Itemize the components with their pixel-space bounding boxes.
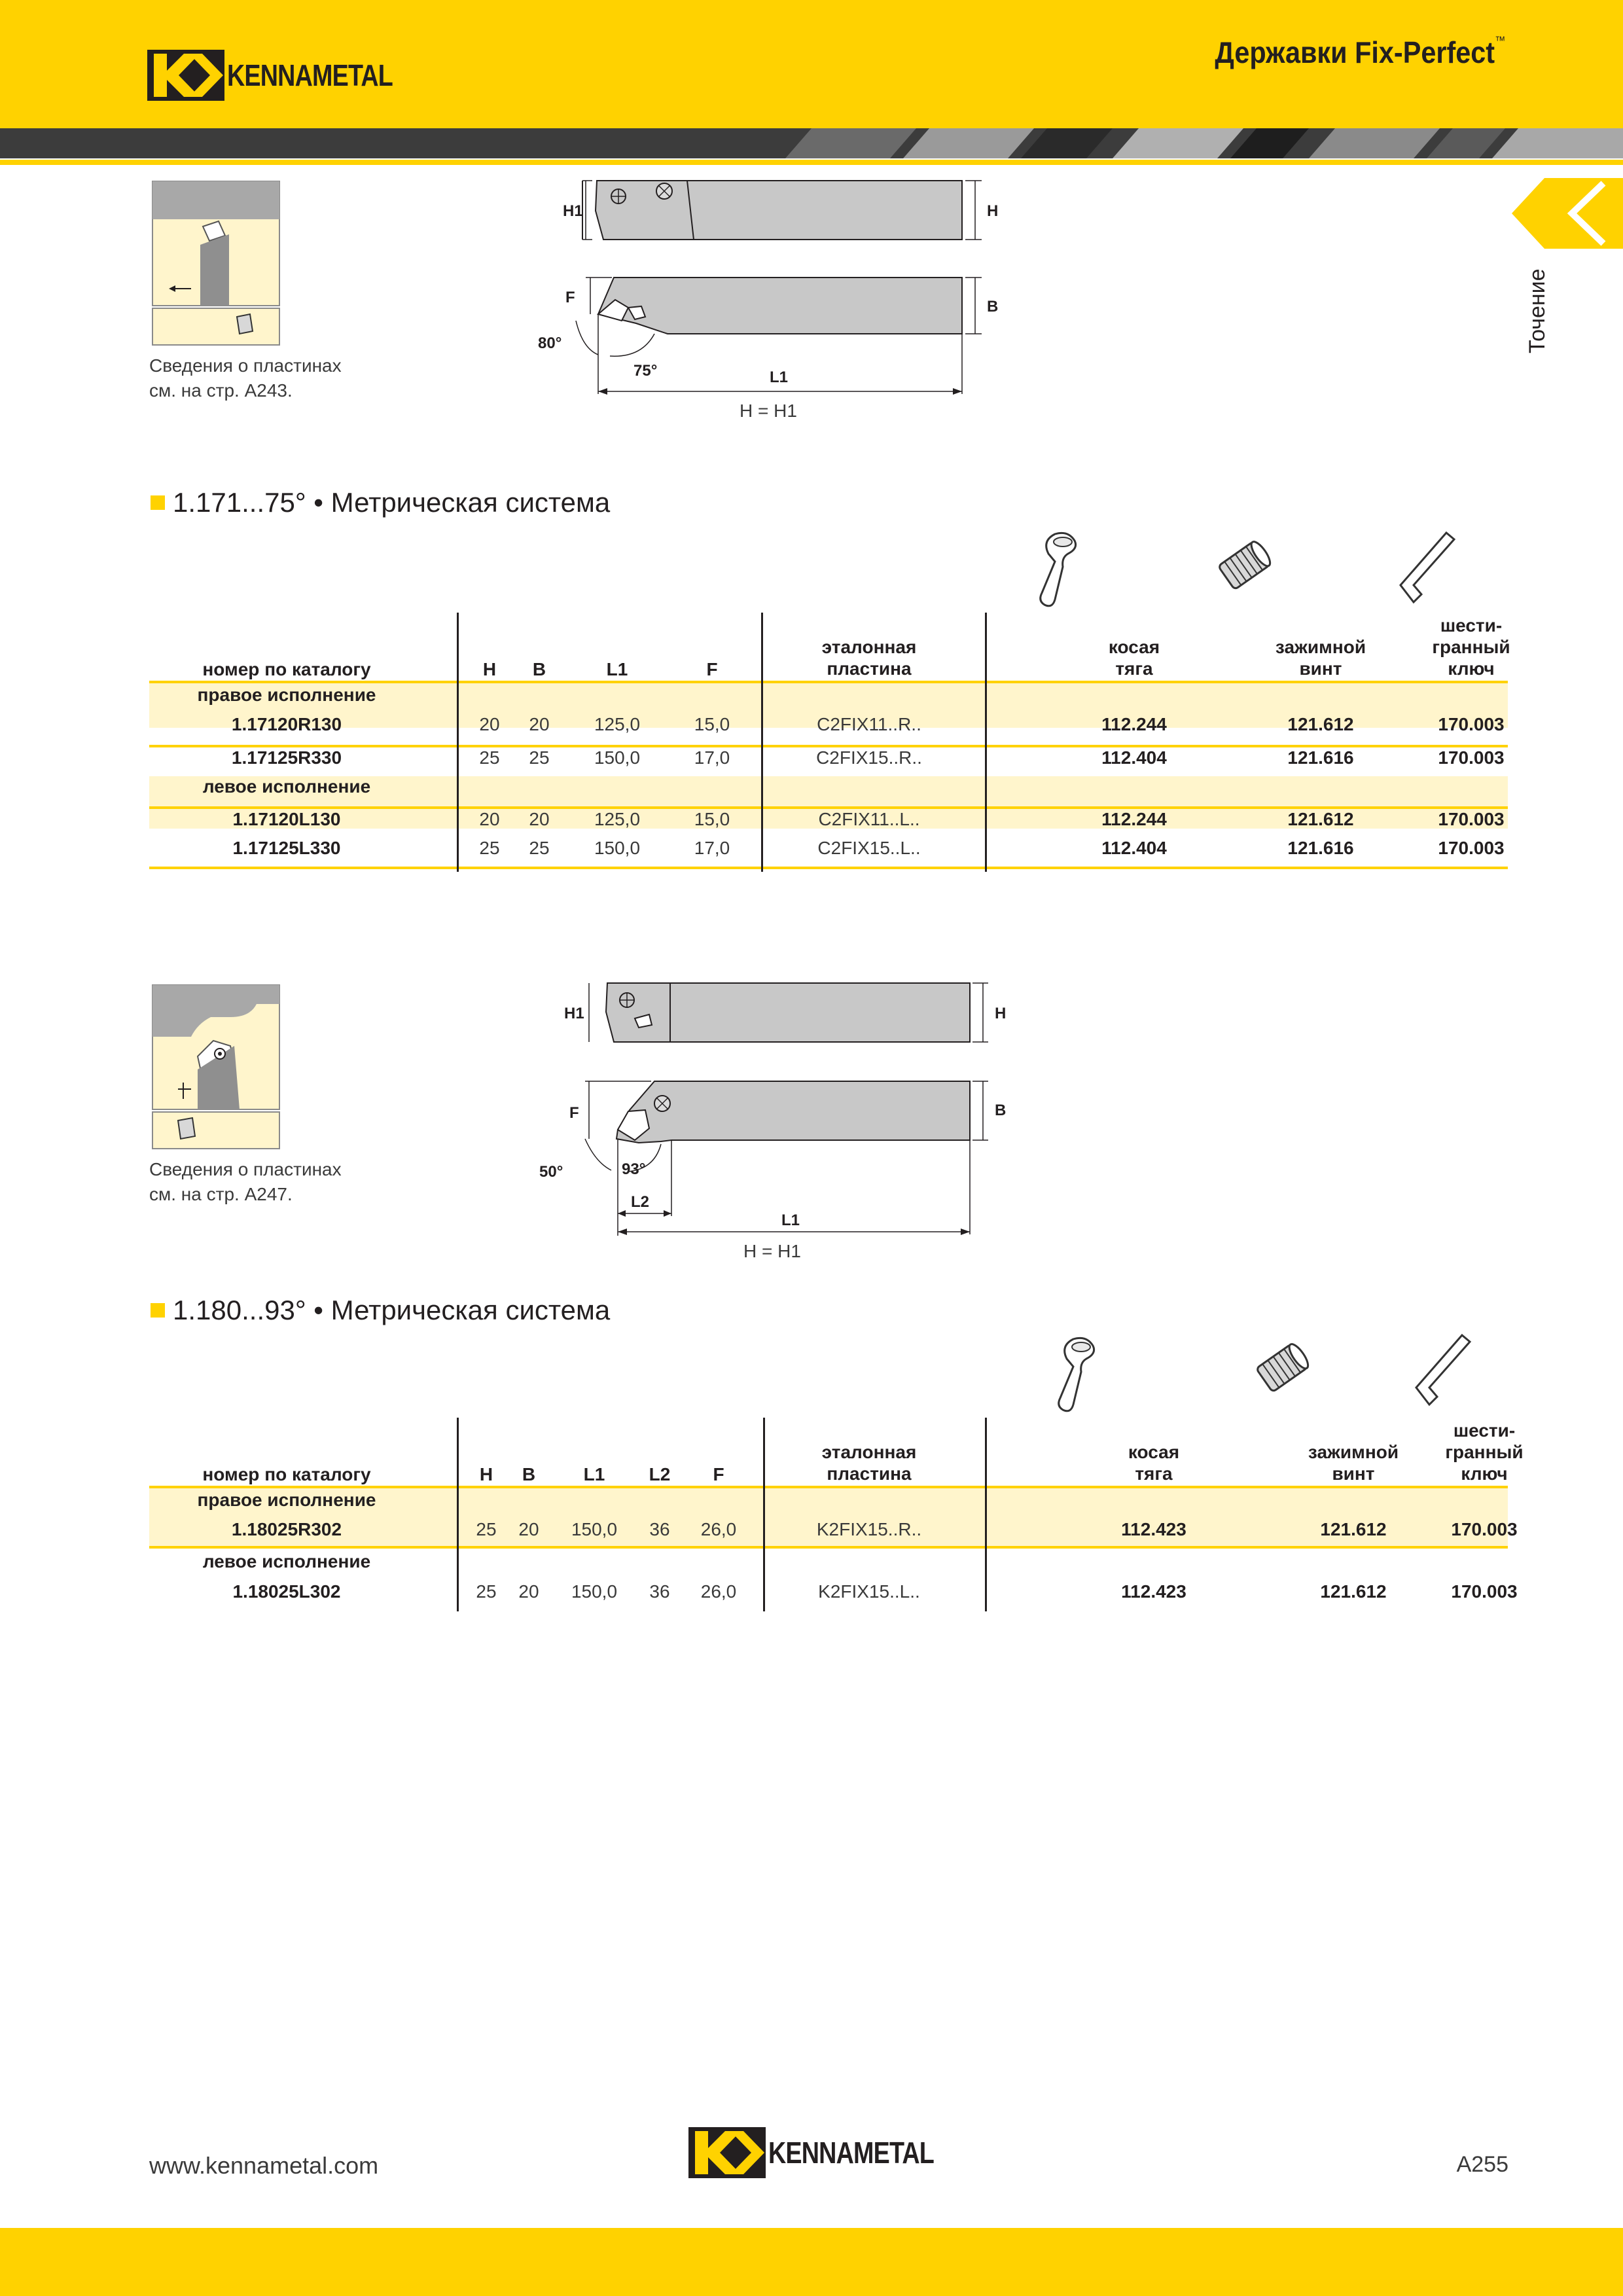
clamp-screw-icon xyxy=(1208,533,1280,598)
catalog-number: 1.17120R130 xyxy=(231,714,342,734)
cell-l2: 36 xyxy=(649,1581,670,1602)
catalog-number: 1.17120L130 xyxy=(232,809,341,829)
dim-l1-label: L1 xyxy=(781,1211,800,1229)
page-number: А255 xyxy=(1456,2152,1508,2177)
dim-h-label: H xyxy=(995,1005,1007,1022)
cell-screw: 121.612 xyxy=(1287,809,1354,829)
cell-h: 25 xyxy=(479,747,500,768)
cell-l1: 150,0 xyxy=(594,747,641,768)
dimension-caption: H = H1 xyxy=(740,401,797,421)
cell-screw: 121.616 xyxy=(1287,838,1354,858)
group-label-left: левое исполнение xyxy=(202,1551,371,1571)
cell-f: 26,0 xyxy=(700,1519,737,1539)
catalog-number: 1.17125L330 xyxy=(232,838,341,858)
catalog-number: 1.18025L302 xyxy=(232,1581,341,1602)
header-yellow-rule xyxy=(0,160,1623,165)
kennametal-k-icon xyxy=(688,2127,766,2178)
cell-insert: C2FIX15..R.. xyxy=(816,747,922,768)
cell-clamp: 112.423 xyxy=(1121,1581,1186,1602)
col-header-l2: L2 xyxy=(649,1464,671,1484)
cell-key: 170.003 xyxy=(1451,1581,1518,1602)
brand-wordmark: KENNAMETAL xyxy=(227,58,393,92)
cell-f: 26,0 xyxy=(700,1581,737,1602)
cell-insert: C2FIX11..R.. xyxy=(817,714,921,734)
cell-f: 17,0 xyxy=(694,838,730,858)
cell-clamp: 112.404 xyxy=(1101,747,1167,768)
header-stripe-band xyxy=(0,128,1623,158)
col-header-screw: зажимной винт xyxy=(1308,1442,1399,1484)
toolholder-dimension-drawing xyxy=(530,171,1001,407)
cell-screw: 121.612 xyxy=(1320,1581,1387,1602)
kennametal-logo xyxy=(147,50,429,101)
col-header-clamp: косая тяга xyxy=(1128,1442,1180,1484)
cell-l1: 125,0 xyxy=(594,714,641,734)
group-label-right: правое исполнение xyxy=(197,1490,376,1510)
insert-reference-note: Сведения о пластинах см. на стр. А247. xyxy=(149,1159,342,1204)
cell-clamp: 112.404 xyxy=(1101,838,1167,858)
col-header-l1: L1 xyxy=(583,1464,605,1484)
section-title: 1.180...93° • Метрическая система xyxy=(151,1295,610,1326)
col-header-f: F xyxy=(706,659,718,679)
chapter-label: Точение xyxy=(1525,268,1550,353)
catalog-number: 1.18025R302 xyxy=(231,1519,342,1539)
cell-l1: 150,0 xyxy=(594,838,641,858)
cell-insert: C2FIX11..L.. xyxy=(818,809,920,829)
cell-clamp: 112.423 xyxy=(1121,1519,1186,1539)
section-title: 1.171...75° • Метрическая система xyxy=(151,487,610,518)
page-title: Державки Fix-Perfect™ xyxy=(1215,34,1505,69)
insert-position-thumbnail xyxy=(152,181,280,346)
col-header-h: H xyxy=(482,659,497,679)
col-header-key: шести- гранный ключ xyxy=(1432,615,1510,679)
cell-l1: 150,0 xyxy=(571,1581,618,1602)
cell-key: 170.003 xyxy=(1438,714,1505,734)
footer-yellow-bar xyxy=(0,2228,1623,2296)
cell-insert: K2FIX15..R.. xyxy=(816,1519,922,1539)
kennametal-logo xyxy=(688,2127,971,2178)
angle-50-label: 50° xyxy=(539,1163,563,1181)
brand-wordmark: KENNAMETAL xyxy=(768,2136,935,2170)
cell-insert: K2FIX15..L.. xyxy=(818,1581,920,1602)
dim-h1-label: H1 xyxy=(564,1005,584,1022)
col-header-insert: эталонная пластина xyxy=(821,1442,917,1484)
cell-h: 25 xyxy=(476,1519,497,1539)
hex-key-icon xyxy=(1391,528,1463,613)
cell-insert: C2FIX15..L.. xyxy=(817,838,921,858)
dim-b-label: B xyxy=(987,298,999,315)
dimension-caption: H = H1 xyxy=(743,1241,801,1261)
cell-key: 170.003 xyxy=(1438,747,1505,768)
cell-clamp: 112.244 xyxy=(1101,809,1167,829)
yellow-square-bullet-icon xyxy=(151,495,165,510)
col-header-screw: зажимной винт xyxy=(1275,637,1366,679)
col-header-h: H xyxy=(479,1464,493,1484)
angle-93-label: 93° xyxy=(622,1160,646,1178)
cell-l1: 150,0 xyxy=(571,1519,618,1539)
cell-screw: 121.612 xyxy=(1287,714,1354,734)
chapter-tab-icon xyxy=(1512,178,1623,249)
cell-b: 20 xyxy=(518,1519,539,1539)
yellow-square-bullet-icon xyxy=(151,1303,165,1318)
cell-l2: 36 xyxy=(649,1519,670,1539)
dim-l2-label: L2 xyxy=(631,1193,650,1211)
col-header-key: шести- гранный ключ xyxy=(1445,1420,1524,1484)
cell-f: 15,0 xyxy=(694,714,730,734)
cell-l1: 125,0 xyxy=(594,809,641,829)
dim-h-label: H xyxy=(987,202,999,220)
col-header-l1: L1 xyxy=(606,659,628,679)
table-1171 xyxy=(149,613,1508,872)
cell-f: 17,0 xyxy=(694,747,730,768)
cell-b: 25 xyxy=(529,747,550,768)
cell-b: 25 xyxy=(529,838,550,858)
col-header-insert: эталонная пластина xyxy=(821,637,917,679)
col-header-clamp: косая тяга xyxy=(1108,637,1160,679)
hex-key-icon xyxy=(1407,1330,1479,1415)
col-header-b: B xyxy=(532,659,546,679)
cell-screw: 121.612 xyxy=(1320,1519,1387,1539)
page-header xyxy=(0,0,1623,128)
dim-l1-label: L1 xyxy=(770,368,789,386)
col-header-f: F xyxy=(713,1464,724,1484)
toolholder-dimension-drawing xyxy=(530,973,1007,1234)
kennametal-k-icon xyxy=(147,50,224,101)
cell-f: 15,0 xyxy=(694,809,730,829)
catalog-number: 1.17125R330 xyxy=(231,747,342,768)
dim-f-label: F xyxy=(569,1104,579,1122)
clamp-lever-icon xyxy=(1029,528,1101,613)
angle-80-label: 80° xyxy=(538,334,562,352)
angle-75-label: 75° xyxy=(633,362,658,380)
clamp-screw-icon xyxy=(1246,1335,1318,1401)
group-label-right: правое исполнение xyxy=(197,685,376,705)
col-header-b: B xyxy=(522,1464,536,1484)
dim-h1-label: H1 xyxy=(563,202,583,220)
cell-key: 170.003 xyxy=(1451,1519,1518,1539)
group-label-left: левое исполнение xyxy=(202,776,371,797)
cell-h: 25 xyxy=(476,1581,497,1602)
cell-clamp: 112.244 xyxy=(1101,714,1167,734)
dim-b-label: B xyxy=(995,1102,1007,1119)
clamp-lever-icon xyxy=(1047,1333,1119,1418)
cell-b: 20 xyxy=(529,714,550,734)
cell-b: 20 xyxy=(529,809,550,829)
cell-key: 170.003 xyxy=(1438,809,1505,829)
cell-h: 25 xyxy=(479,838,500,858)
cell-h: 20 xyxy=(479,809,500,829)
cell-h: 20 xyxy=(479,714,500,734)
cell-key: 170.003 xyxy=(1438,838,1505,858)
cell-b: 20 xyxy=(518,1581,539,1602)
table-1180 xyxy=(149,1418,1524,1611)
website-link[interactable]: www.kennametal.com xyxy=(149,2152,379,2179)
insert-reference-note: Сведения о пластинах см. на стр. А243. xyxy=(149,355,342,401)
cell-screw: 121.616 xyxy=(1287,747,1354,768)
dim-f-label: F xyxy=(565,289,575,306)
insert-position-thumbnail xyxy=(152,984,280,1149)
col-header-catalog: номер по каталогу xyxy=(202,659,371,679)
col-header-catalog: номер по каталогу xyxy=(202,1464,371,1484)
